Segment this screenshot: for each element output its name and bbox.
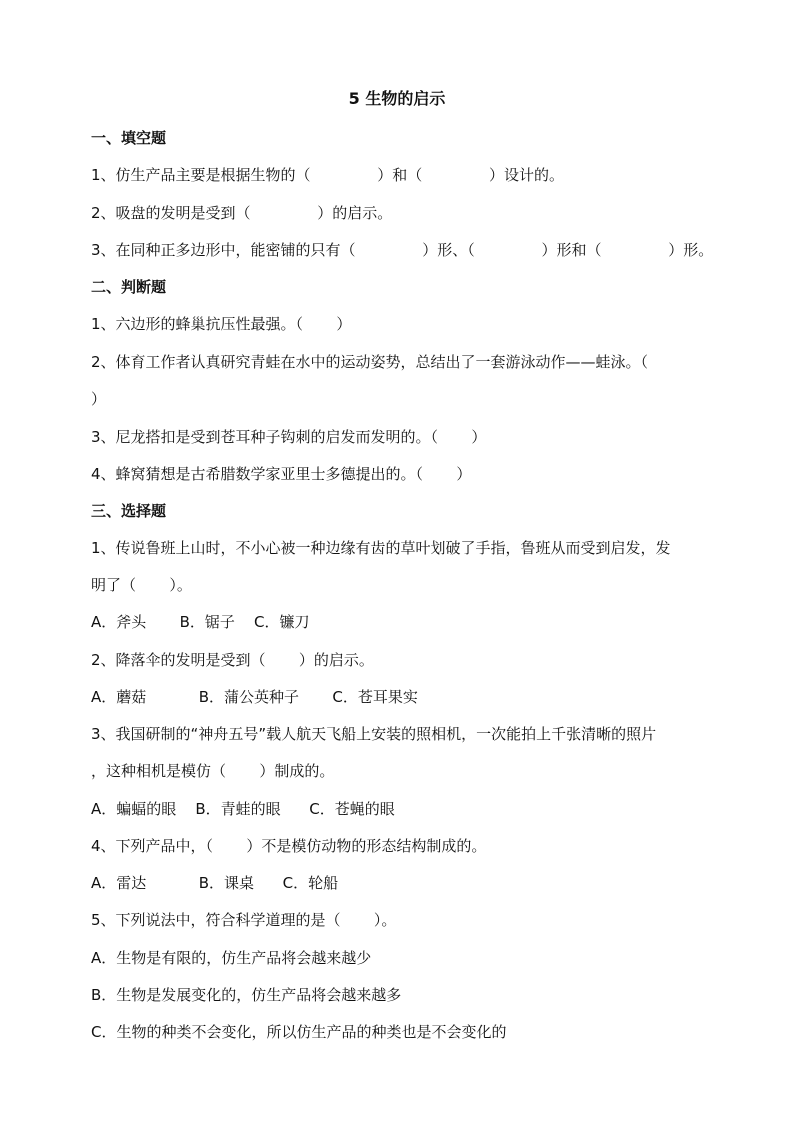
- fill-question-1: 1、仿生产品主要是根据生物的（ ）和（ ）设计的。: [91, 166, 565, 184]
- judge-question-4: 4、蜂窝猜想是古希腊数学家亚里士多德提出的。（ ）: [91, 465, 472, 483]
- choice-question-2-options: A．蘑菇 B．蒲公英种子 C．苍耳果实: [91, 688, 418, 706]
- choice-question-5: 5、下列说法中，符合科学道理的是（ ）。: [91, 911, 397, 929]
- choice-question-4: 4、下列产品中，（ ）不是模仿动物的形态结构制成的。: [91, 837, 487, 855]
- choice-question-1-options: A．斧头 B．锯子 C．镰刀: [91, 613, 310, 631]
- choice-question-3-continued: ，这种相机是模仿（ ）制成的。: [91, 762, 335, 780]
- choice-question-3-options: A．蝙蝠的眼 B．青蛙的眼 C．苍蝇的眼: [91, 800, 395, 818]
- choice-question-2: 2、降落伞的发明是受到（ ）的启示。: [91, 651, 374, 669]
- judge-question-3: 3、尼龙搭扣是受到苍耳种子钩刺的启发而发明的。（ ）: [91, 428, 487, 446]
- section-heading-fill-blank: 一、填空题: [91, 129, 167, 147]
- choice-question-5-option-b: B．生物是发展变化的，仿生产品将会越来越多: [91, 986, 402, 1004]
- choice-question-1: 1、传说鲁班上山时，不小心被一种边缘有齿的草叶划破了手指，鲁班从而受到启发，发: [91, 539, 671, 557]
- judge-question-1: 1、六边形的蜂巢抗压性最强。（ ）: [91, 315, 352, 333]
- choice-question-5-option-c: C．生物的种类不会变化，所以仿生产品的种类也是不会变化的: [91, 1023, 507, 1041]
- fill-question-2: 2、吸盘的发明是受到（ ）的启示。: [91, 204, 393, 222]
- fill-question-3: 3、在同种正多边形中，能密铺的只有（ ）形、（ ）形和（ ）形。: [91, 241, 714, 259]
- choice-question-4-options: A．雷达 B．课桌 C．轮船: [91, 874, 339, 892]
- judge-question-2-continued: ）: [91, 390, 107, 408]
- choice-question-5-option-a: A．生物是有限的，仿生产品将会越来越少: [91, 949, 372, 967]
- section-heading-true-false: 二、判断题: [91, 278, 167, 296]
- page-title: 5 生物的启示: [348, 89, 446, 108]
- judge-question-2: 2、体育工作者认真研究青蛙在水中的运动姿势，总结出了一套游泳动作——蛙泳。（: [91, 353, 649, 371]
- section-heading-multiple-choice: 三、选择题: [91, 502, 167, 520]
- choice-question-1-continued: 明了（ ）。: [91, 576, 192, 594]
- choice-question-3: 3、我国研制的“神舟五号”载人航天飞船上安装的照相机，一次能拍上千张清晰的照片: [91, 725, 657, 743]
